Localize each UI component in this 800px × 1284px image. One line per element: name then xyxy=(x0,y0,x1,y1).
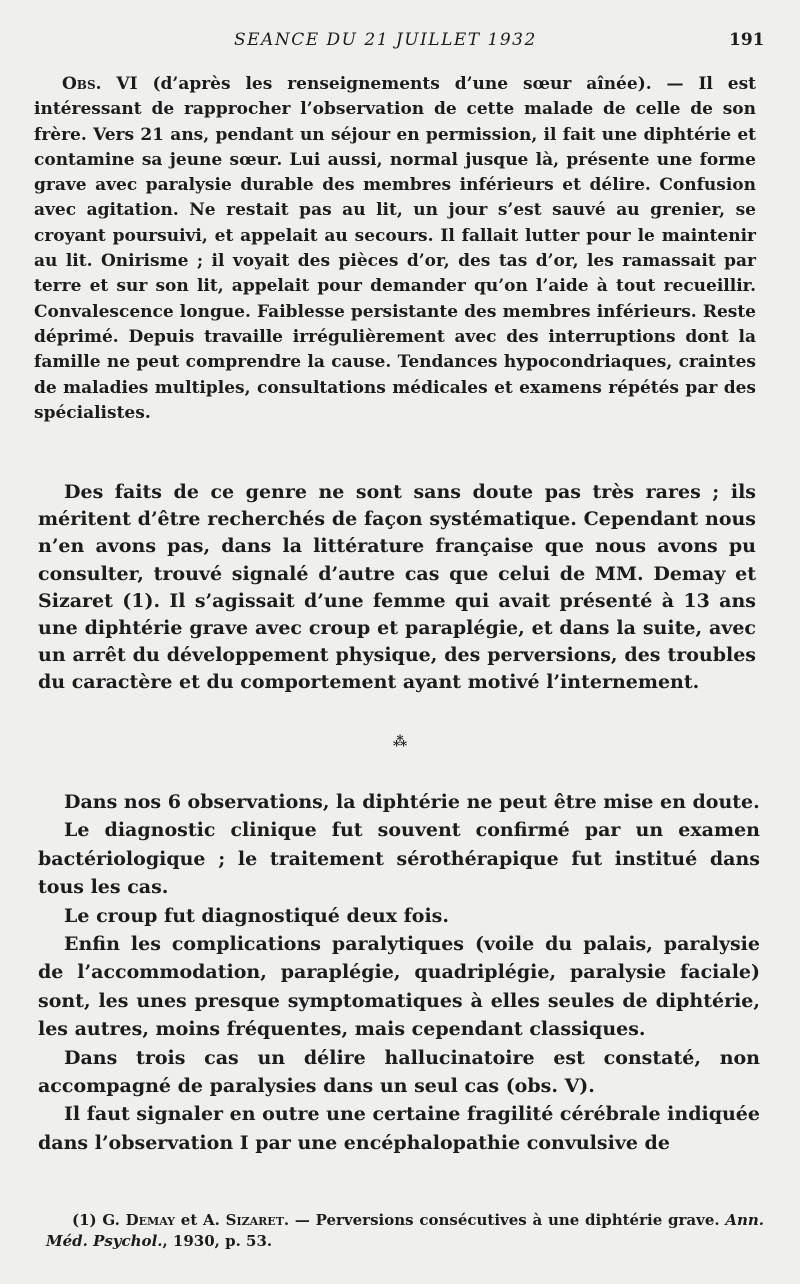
conclusions-block xyxy=(38,788,760,1157)
asterism-separator: ⁂ xyxy=(392,734,408,750)
footnote-paragraph xyxy=(46,1210,764,1252)
page-number: 191 xyxy=(729,30,765,50)
footnote-author-1: Demay xyxy=(125,1211,176,1229)
conclusion-paragraph: Le croup fut diagnostiqué deux fois. xyxy=(64,904,449,927)
footnote xyxy=(46,1210,764,1252)
observation-text: (d’après les renseignements d’une sœur aînée). — Il est intéressant de rapprocher l’observation de cette malade de celle de son frère. Vers 21 ans, pendant un séjour en permission, il fait une diphtérie et contamine sa jeune sœur. Lui aussi, normal jusque là, présente une forme grave avec paralysie durable des membres inférieurs et délire. Confusion avec agitation. Ne restait pas au lit, un jour s’est sauvé au grenier, se croyant poursuivi, et appelait au secours. Il fallait lutter pour le maintenir au lit. Onirisme ; il voyait des pièces d’or, des tas d’or, les ramassait par terre et sur son lit, appelait pour demander qu’on l’aide à tout recueillir. Convalescence longue. Faiblesse persistante des membres inférieurs. Reste déprimé. Depuis travaille irrégulièrement avec des interruptions dont la famille ne peut comprendre la cause. Tendances hypocondriaques, craintes de maladies multiples, consultations médicales et examens répétés par des spécialistes. xyxy=(34,74,756,423)
observation-paragraph xyxy=(34,72,756,426)
observation-label: Obs. VI xyxy=(62,74,138,94)
conclusion-paragraph: Enfin les complications paralytiques (voile du palais, paralysie de l’accommodation, paraplégie, quadriplégie, paralysie faciale) sont, les unes presque symptomatiques à elles seules de diphtérie, les autres, moins fréquentes, mais cependant classiques. xyxy=(38,933,760,1041)
discussion-block xyxy=(38,479,756,697)
discussion-paragraph: Des faits de ce genre ne sont sans doute pas très rares ; ils méritent d’être recherchés de façon systématique. Cependant nous n’en avons pas, dans la littérature française que nous avons pu consulter, trouvé signalé d’autre cas que celui de MM. Demay et Sizaret (1). Il s’agissait d’une femme qui avait présenté à 13 ans une diphtérie grave avec croup et paraplégie, et dans la suite, avec un arrêt du développement physique, des perversions, des troubles du caractère et du comportement ayant motivé l’internement. xyxy=(38,481,756,694)
page-header xyxy=(0,30,800,56)
footnote-marker: (1) G. xyxy=(72,1211,126,1229)
footnote-journal: Ann. Méd. Psychol. xyxy=(46,1211,765,1250)
footnote-connector: et A. xyxy=(175,1211,226,1229)
running-title: SEANCE DU 21 JUILLET 1932 xyxy=(234,30,537,50)
footnote-author-2: Sizaret xyxy=(225,1211,284,1229)
observation-vi xyxy=(34,72,756,426)
footnote-title: . — Perversions consécutives à une diphtérie grave. xyxy=(283,1211,726,1229)
conclusion-paragraph: Dans trois cas un délire hallucinatoire est constaté, non accompagné de paralysies dans un seul cas (obs. V). xyxy=(38,1046,760,1098)
footnote-year-page: , 1930, p. 53. xyxy=(162,1232,273,1250)
conclusion-paragraph: Il faut signaler en outre une certaine fragilité cérébrale indiquée dans l’observation I par une encéphalopathie convulsive de xyxy=(38,1103,760,1154)
conclusion-paragraph: Dans nos 6 observations, la diphtérie ne peut être mise en doute. xyxy=(64,791,760,813)
conclusion-paragraph: Le diagnostic clinique fut souvent confirmé par un examen bactériologique ; le traitement sérothérapique fut institué dans tous les cas. xyxy=(38,819,760,899)
